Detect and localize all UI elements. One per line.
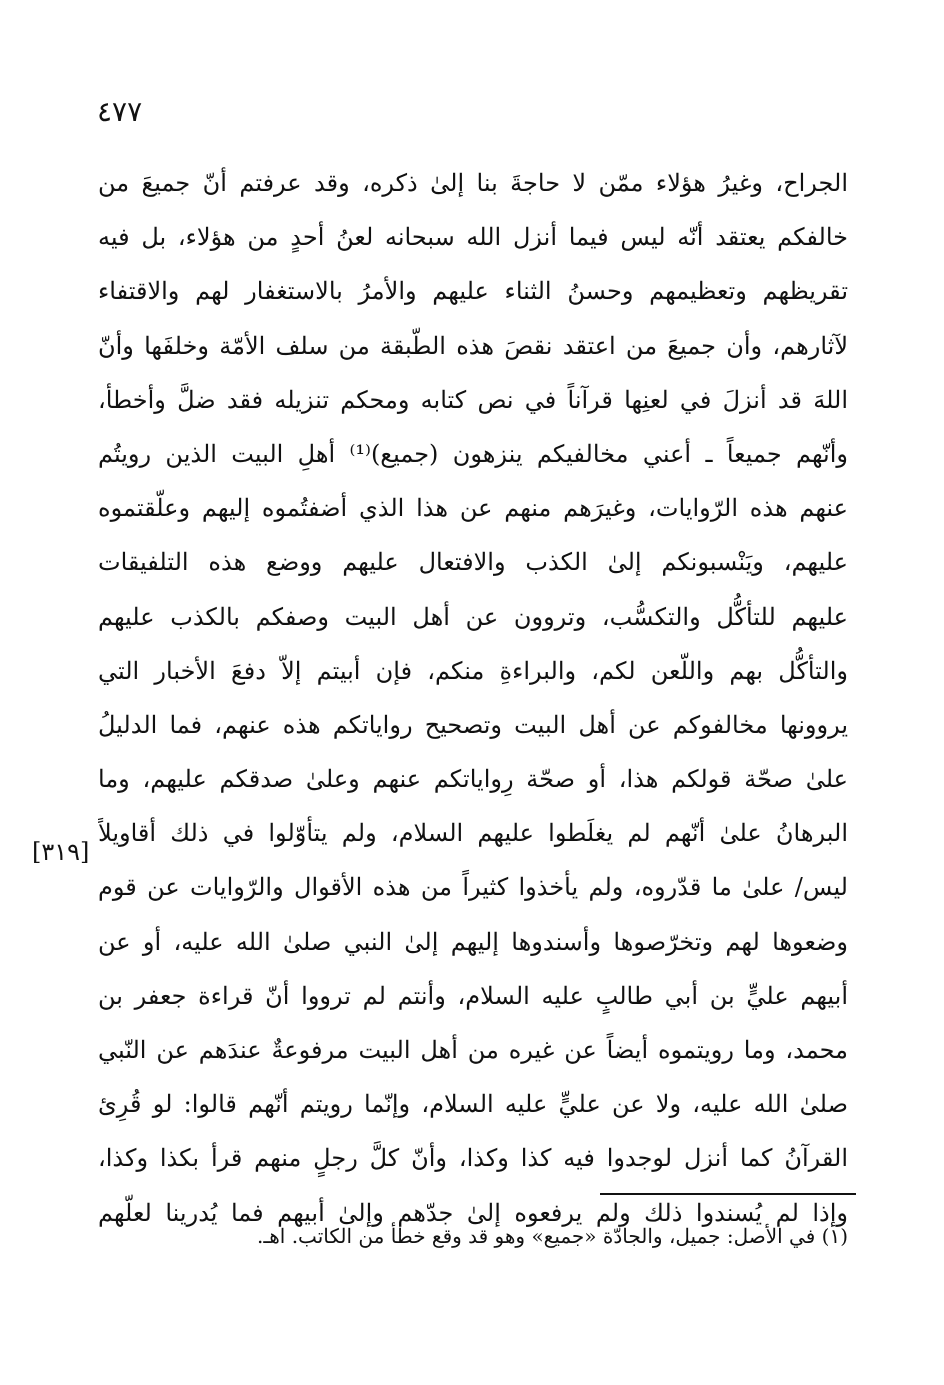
footnote-separator xyxy=(600,1193,856,1195)
text-line: القرآنُ كما أنزل لوجدوا فيه كذا وكذا، وأنّ كلَّ رجلٍ منهم قرأ بكذا وكذا، xyxy=(98,1144,848,1173)
text-line: وضعوها لهم وتخرّصوها وأسندوها إليهم إلىٰ النبي صلىٰ الله عليه، أو عن xyxy=(98,927,848,956)
text-line: ليس/ علىٰ ما قدّروه، ولم يأخذوا كثيراً من هذه الأقوال والرّوايات عن قوم xyxy=(98,873,848,902)
text-line: عنهم هذه الرّوايات، وغيرَهم منهم عن هذا الذي أضفتُموه إليهم وعلّقتموه xyxy=(98,494,848,523)
page-number: ٤٧٧ xyxy=(97,95,143,128)
text-line: عليهم للتأكُّل والتكسُّب، وتروون عن أهل البيت وصفكم بالكذب عليهم xyxy=(98,602,848,631)
text-line: الجراح، وغيرُ هؤلاء ممّن لا حاجةَ بنا إلىٰ ذكره، وقد عرفتم أنّ جميعَ من xyxy=(98,169,848,197)
text-line: البرهانُ علىٰ أنّهم لم يغلَطوا عليهم السلام، ولم يتأوّلوا في ذلك أقاويلاً xyxy=(98,819,848,848)
text-line: عليهم، ويَنْسبونكم إلىٰ الكذب والافتعال عليهم ووضع هذه التلفيقات xyxy=(98,548,848,577)
text-line: يروونها مخالفوكم عن أهل البيت وتصحيح رواياتكم هذه عنهم، فما الدليلُ xyxy=(98,710,848,739)
text-line: علىٰ صحّة قولكم هذا، أو صحّة رِواياتكم عنهم وعلىٰ صدقكم عليهم، وما xyxy=(98,765,848,794)
text-line: وأنّهم جميعاً ـ أعني مخالفيكم ينزهون (جميع)⁽¹⁾ أهلِ البيت الذين رويتُم xyxy=(98,439,848,468)
text-line: اللهَ قد أنزلَ في لعنِها قرآناً في نص كتابه ومحكم تنزيله فقد ضلَّ وأخطأ، xyxy=(98,385,848,414)
text-line: خالفكم يعتقد أنّه ليس فيما أنزل الله سبحانه لعنُ أحدٍ من هؤلاء، بل فيه xyxy=(98,223,848,252)
text-line: والتأكُّل بهم واللّعن لكم، والبراءةِ منكم، فإن أبيتم إلاّ دفعَ الأخبار التي xyxy=(98,656,848,685)
text-line: أبيهم عليٍّ بن أبي طالبٍ عليه السلام، وأنتم لم ترووا أنّ قراءة جعفر بن xyxy=(98,981,848,1010)
text-line: تقريظهم وتعظيمهم وحسنُ الثناء عليهم والأمرُ بالاستغفار لهم والاقتفاء xyxy=(98,277,848,306)
body-text xyxy=(98,156,848,1240)
margin-reference: [٣١٩] xyxy=(32,838,90,866)
text-line: محمد، وما رويتموه أيضاً عن غيره من أهل البيت مرفوعةٌ عندَهم عن النّبي xyxy=(98,1036,848,1064)
text-line: صلىٰ الله عليه، ولا عن عليٍّ عليه السلام، وإنّما رويتم أنّهم قالوا: لو قُرِئ xyxy=(98,1090,848,1119)
text-line: لآثارهم، وأن جميعَ من اعتقد نقصَ هذه الطّبقة من سلف الأمّة وخلفَها وأنّ xyxy=(98,331,848,360)
text-line: وإذا لم يُسندوا ذلك ولم يرفعوه إلىٰ جدّهم وإلىٰ أبيهم فما يُدرينا لعلّهم xyxy=(98,1198,848,1227)
footnote: (١) في الأصل: جميل، والجادّة «جميع» وهو قد وقع خطأ من الكاتب. اهـ. xyxy=(257,1224,848,1248)
